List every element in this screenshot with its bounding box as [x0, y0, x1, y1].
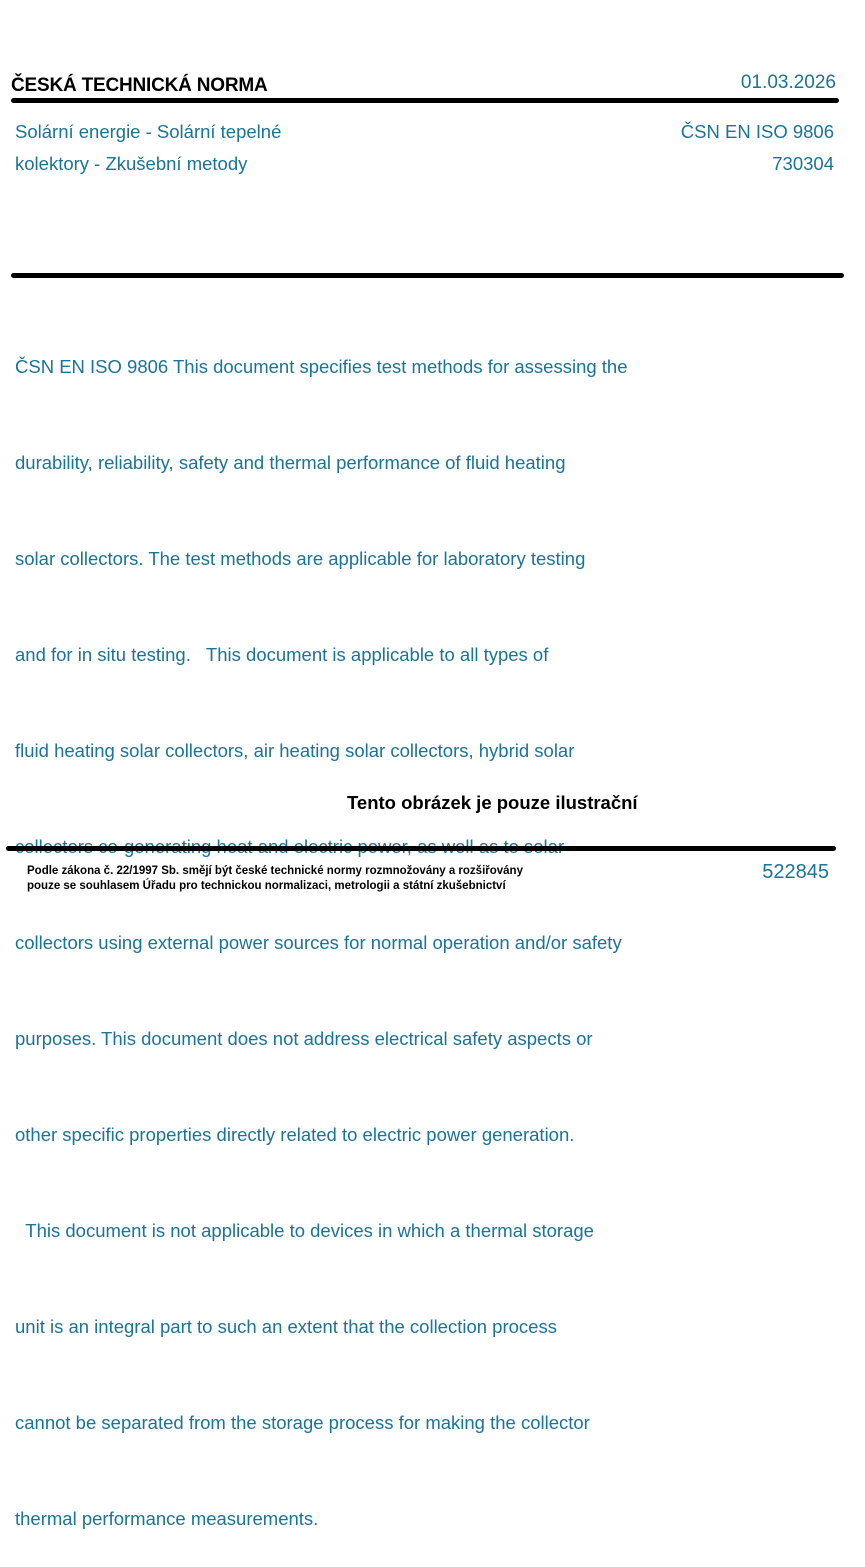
abstract-line: cannot be separated from the storage process for making the collector — [15, 1412, 590, 1433]
abstract-line: collectors using external power sources for normal operation and/or safety — [15, 932, 622, 953]
abstract-line: ČSN EN ISO 9806 This document specifies test methods for assessing the — [15, 356, 628, 377]
standard-designation: ČSN EN ISO 9806 — [680, 121, 834, 142]
publication-date: 01.03.2026 — [740, 72, 836, 93]
legal-notice-line: Podle zákona č. 22/1997 Sb. smějí být české technické normy rozmnožovány a rozšiřovány — [27, 865, 523, 877]
section-divider — [11, 273, 844, 278]
legal-notice-line: pouze se souhlasem Úřadu pro technickou normalizaci, metrologii a státní zkušebnictví — [27, 880, 506, 892]
footer-divider — [6, 846, 836, 851]
abstract-line: This document is not applicable to devices in which a thermal storage — [15, 1220, 594, 1241]
norm-title: ČESKÁ TECHNICKÁ NORMA — [11, 75, 268, 96]
abstract-line: unit is an integral part to such an extent that the collection process — [15, 1316, 557, 1337]
abstract-line: solar collectors. The test methods are applicable for laboratory testing — [15, 548, 586, 569]
abstract-line: other specific properties directly related to electric power generation. — [15, 1124, 575, 1145]
standard-identification — [681, 116, 834, 180]
abstract-line: durability, reliability, safety and thermal performance of fluid heating — [15, 452, 566, 473]
abstract-line: and for in situ testing. This document is applicable to all types of — [15, 644, 549, 665]
standard-title-line: Solární energie - Solární tepelné — [15, 121, 282, 142]
standard-title-line: kolektory - Zkušební metody — [15, 153, 248, 174]
abstract-line: thermal performance measurements. — [15, 1508, 319, 1529]
standard-title — [15, 116, 281, 180]
abstract-line: fluid heating solar collectors, air heating solar collectors, hybrid solar — [15, 740, 575, 761]
abstract — [15, 287, 775, 1567]
legal-notice — [27, 864, 523, 894]
classification-code: 730304 — [772, 153, 834, 174]
illustration-note: Tento obrázek je pouze ilustrační — [347, 792, 638, 813]
abstract-line: purposes. This document does not address electrical safety aspects or — [15, 1028, 593, 1049]
document-number: 522845 — [762, 861, 829, 883]
header-divider — [11, 98, 839, 103]
